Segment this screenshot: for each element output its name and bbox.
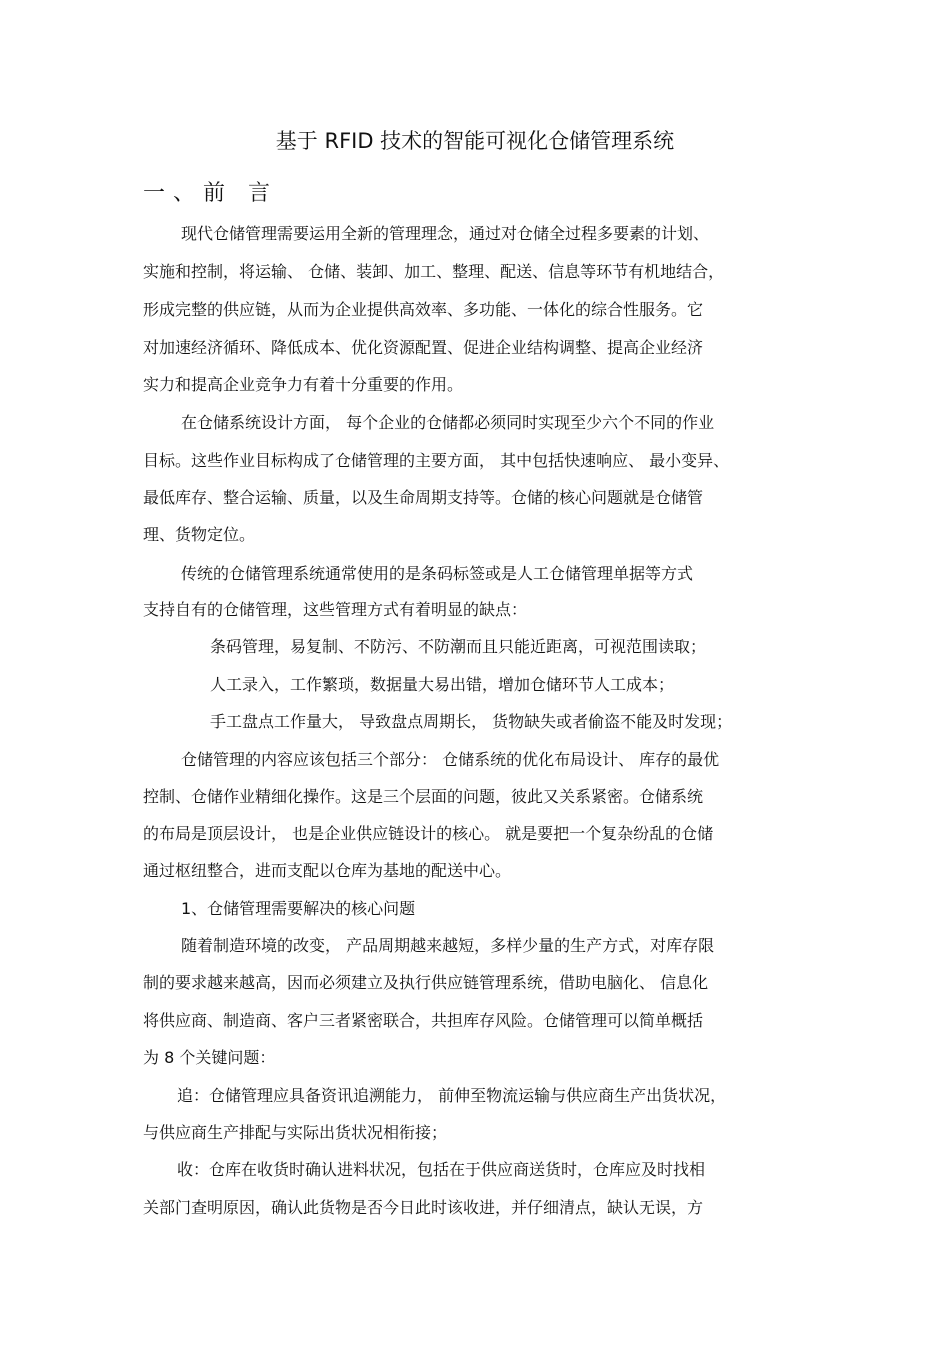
body-line: 支持自有的仓储管理，这些管理方式有着明显的缺点： <box>143 600 528 619</box>
section-heading-preface: 一、前 言 <box>143 181 278 206</box>
body-line: 理、货物定位。 <box>143 525 256 544</box>
body-line: 实施和控制，将运输、 仓储、装卸、加工、整理、配送、信息等环节有机地结合， <box>143 262 725 281</box>
list-item: 人工录入，工作繁琐，数据量大易出错，增加仓储环节人工成本； <box>210 675 675 694</box>
body-line: 目标。这些作业目标构成了仓储管理的主要方面， 其中包括快速响应、 最小变异、 <box>143 451 730 470</box>
list-item: 手工盘点工作量大， 导致盘点周期长， 货物缺失或者偷盗不能及时发现； <box>210 712 733 731</box>
body-line: 将供应商、制造商、客户三者紧密联合，共担库存风险。仓储管理可以简单概括 <box>143 1011 704 1030</box>
body-line: 通过枢纽整合，进而支配以仓库为基地的配送中心。 <box>143 861 512 880</box>
list-item: 条码管理，易复制、不防污、不防潮而且只能近距离，可视范围读取； <box>210 637 707 656</box>
body-line: 与供应商生产排配与实际出货状况相衔接； <box>143 1123 448 1142</box>
body-line: 传统的仓储管理系统通常使用的是条码标签或是人工仓储管理单据等方式 <box>181 564 694 583</box>
body-line: 在仓储系统设计方面， 每个企业的仓储都必须同时实现至少六个不同的作业 <box>181 413 715 432</box>
body-line: 形成完整的供应链，从而为企业提供高效率、多功能、一体化的综合性服务。它 <box>143 300 704 319</box>
body-line: 制的要求越来越高，因而必须建立及执行供应链管理系统，借助电脑化、 信息化 <box>143 973 709 992</box>
body-line: 仓储管理的内容应该包括三个部分： 仓储系统的优化布局设计、 库存的最优 <box>181 750 720 769</box>
body-line: 控制、仓储作业精细化操作。这是三个层面的问题，彼此又关系紧密。仓储系统 <box>143 787 704 806</box>
body-line: 对加速经济循环、降低成本、优化资源配置、促进企业结构调整、提高企业经济 <box>143 338 704 357</box>
body-line: 最低库存、整合运输、质量，以及生命周期支持等。仓储的核心问题就是仓储管 <box>143 488 704 507</box>
body-line: 为 8 个关键问题： <box>143 1048 276 1067</box>
body-line: 收：仓库在收货时确认进料状况，包括在于供应商送货时，仓库应及时找相 <box>177 1160 706 1179</box>
body-line: 追：仓储管理应具备资讯追溯能力， 前伸至物流运输与供应商生产出货状况， <box>177 1086 727 1105</box>
body-line: 现代仓储管理需要运用全新的管理理念，通过对仓储全过程多要素的计划、 <box>181 224 710 243</box>
subheading: 1、仓储管理需要解决的核心问题 <box>181 899 416 918</box>
body-line: 随着制造环境的改变， 产品周期越来越短，多样少量的生产方式，对库存限 <box>181 936 715 955</box>
body-line: 的布局是顶层设计， 也是企业供应链设计的核心。 就是要把一个复杂纷乱的仓储 <box>143 824 714 843</box>
body-line: 实力和提高企业竞争力有着十分重要的作用。 <box>143 375 464 394</box>
document-title: 基于 RFID 技术的智能可视化仓储管理系统 <box>275 129 675 153</box>
body-line: 关部门查明原因，确认此货物是否今日此时该收进，并仔细清点，缺认无误，方 <box>143 1198 704 1217</box>
